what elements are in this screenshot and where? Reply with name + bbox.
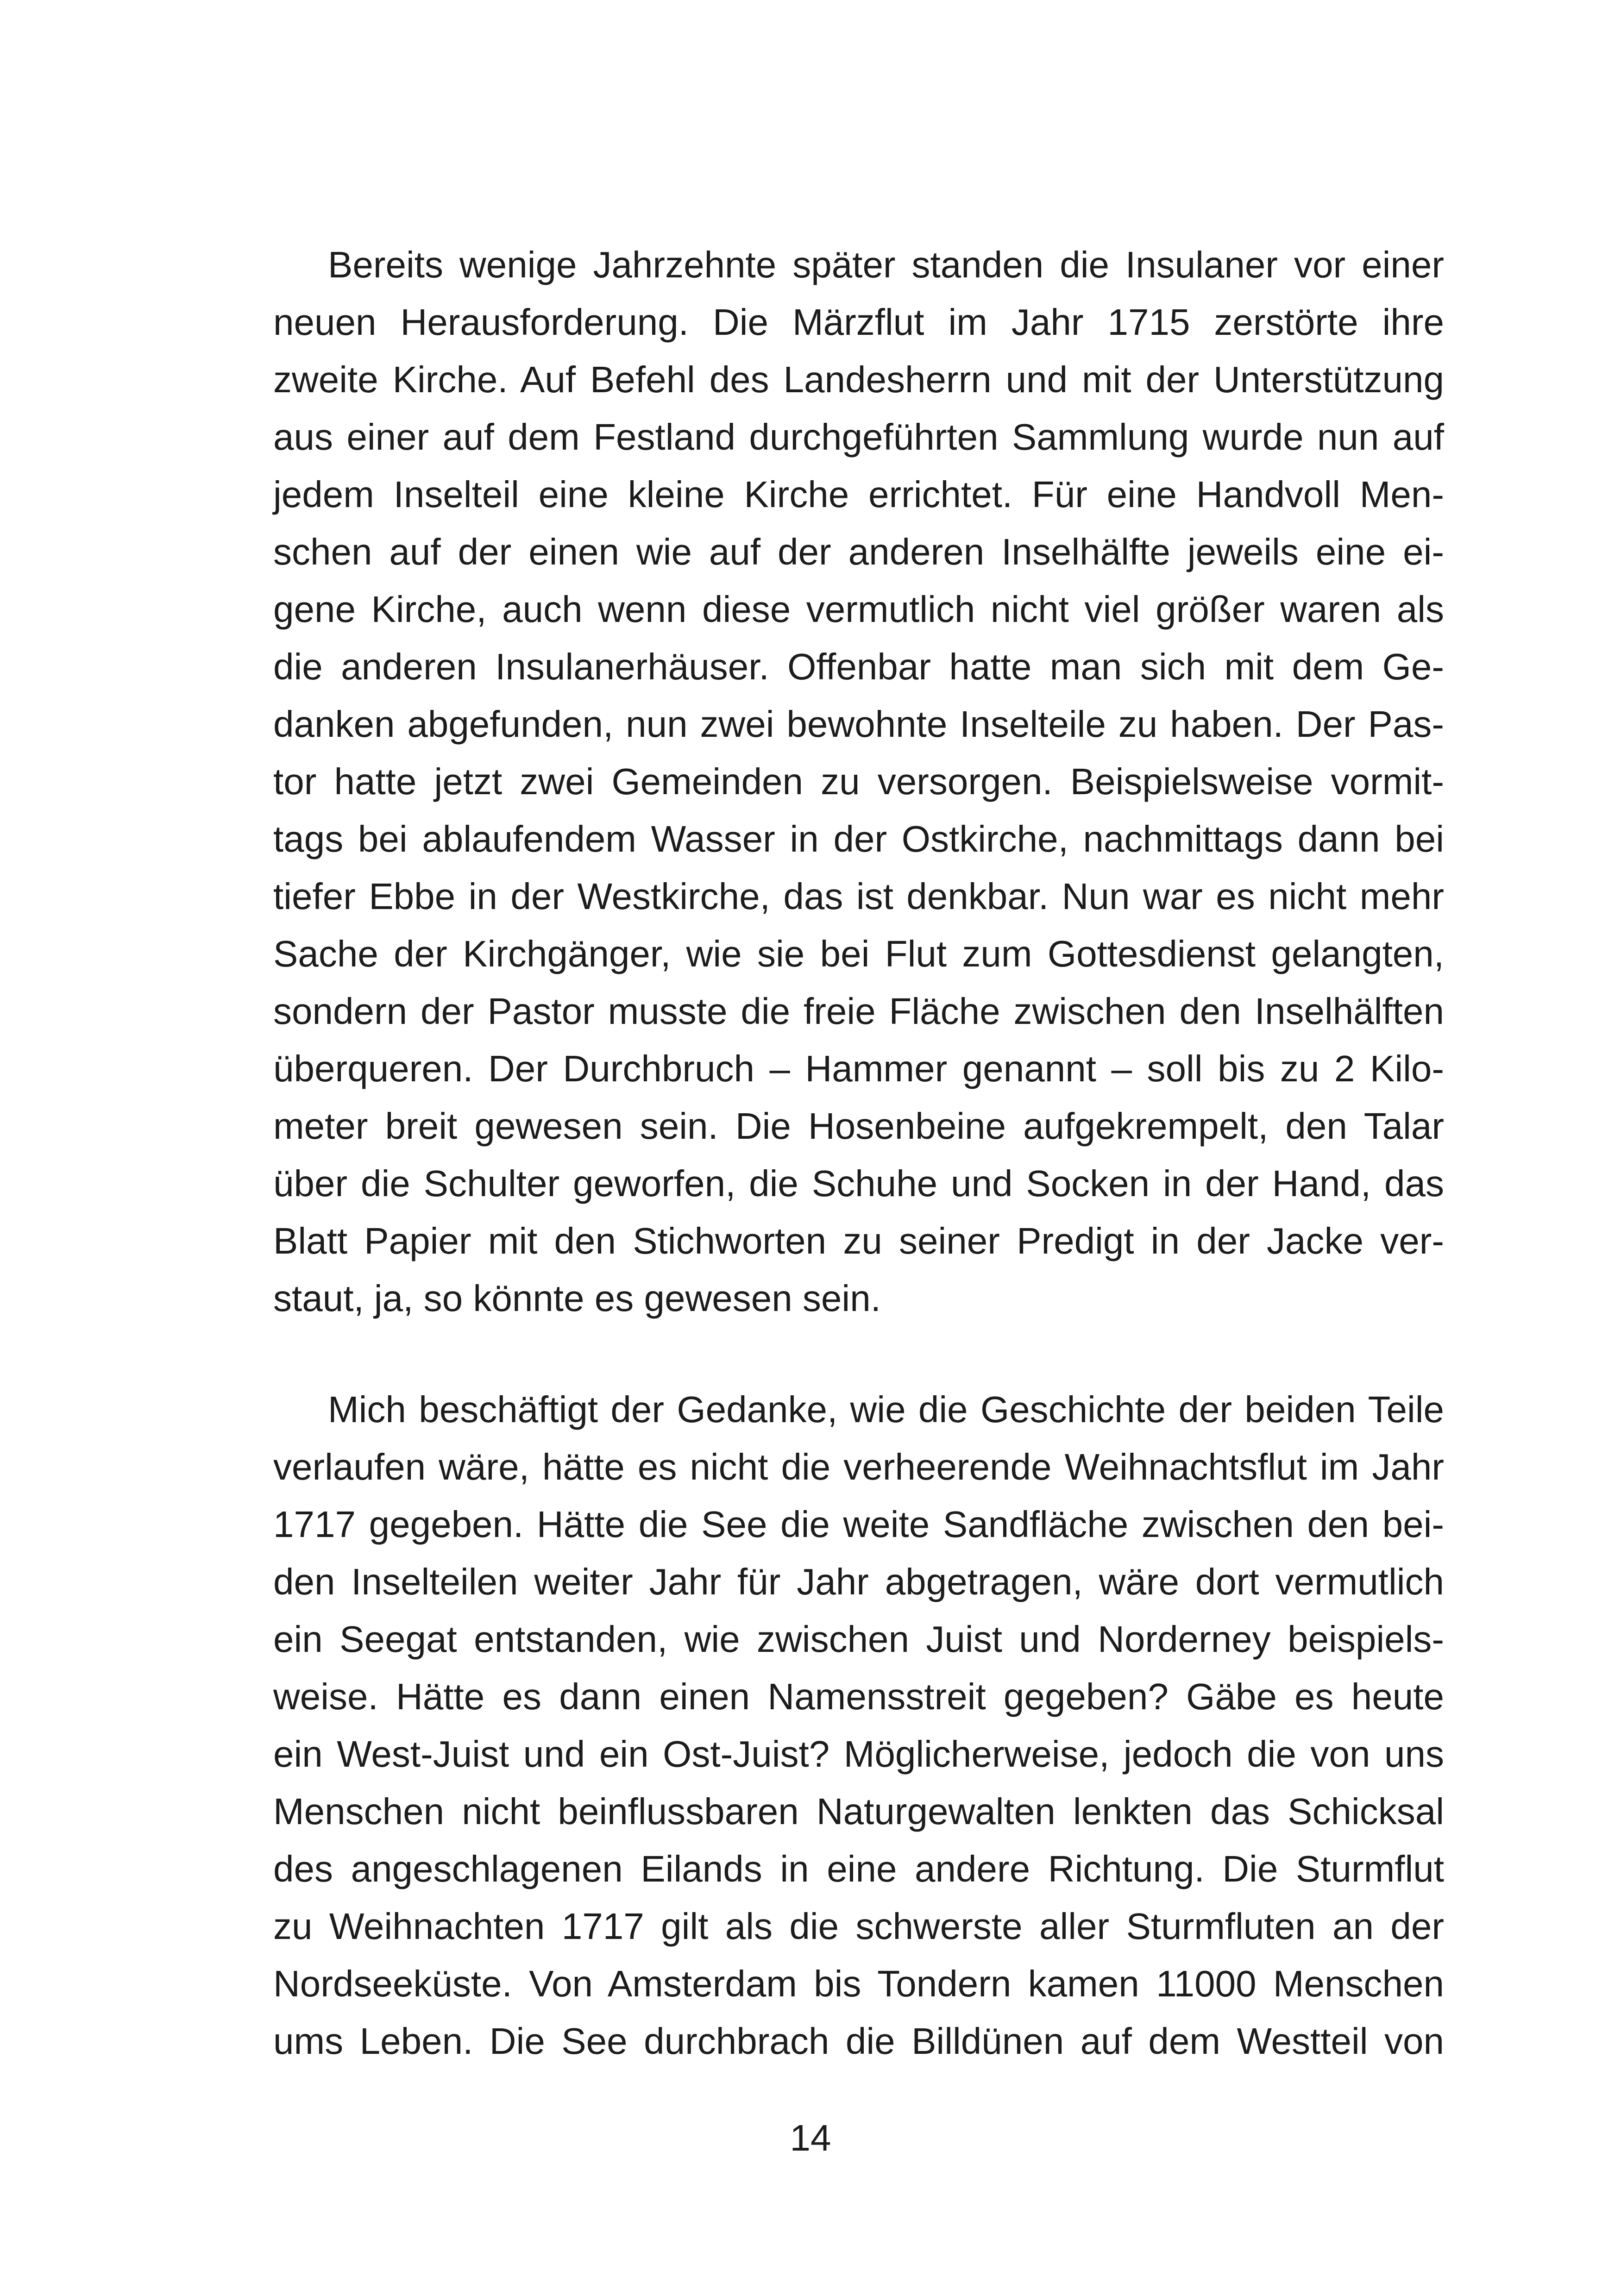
text-line: den Inselteilen weiter Jahr für Jahr abgetragen, wäre dort vermutlich — [273, 1561, 1444, 1602]
text-line: ein West-Juist und ein Ost-Juist? Möglicherweise, jedoch die von uns — [273, 1733, 1444, 1775]
text-line: tags bei ablaufendem Wasser in der Ostkirche, nachmittags dann bei — [273, 818, 1444, 859]
text-line: Bereits wenige Jahrzehnte später standen die Insulaner vor einer — [328, 244, 1444, 285]
text-line: Sache der Kirchgänger, wie sie bei Flut zum Gottesdienst gelangten, — [273, 933, 1444, 974]
text-line: des angeschlagenen Eilands in eine andere Richtung. Die Sturmflut — [273, 1848, 1444, 1889]
text-line: neuen Herausforderung. Die Märzflut im Jahr 1715 zerstörte ihre — [273, 301, 1444, 343]
text-line: zweite Kirche. Auf Befehl des Landesherrn und mit der Unterstützung — [273, 359, 1444, 400]
text-line: Mich beschäftigt der Gedanke, wie die Geschichte der beiden Teile — [328, 1389, 1444, 1430]
text-line: überqueren. Der Durchbruch – Hammer genannt – soll bis zu 2 Kilo- — [273, 1048, 1444, 1089]
text-line: weise. Hätte es dann einen Namensstreit gegeben? Gäbe es heute — [273, 1676, 1444, 1717]
text-line: sondern der Pastor musste die freie Fläche zwischen den Inselhälften — [273, 991, 1444, 1032]
text-line: 1717 gegeben. Hätte die See die weite Sandfläche zwischen den bei- — [273, 1504, 1444, 1545]
paragraph — [273, 236, 1444, 1327]
text-line: Nordseeküste. Von Amsterdam bis Tondern kamen 11000 Menschen — [273, 1963, 1444, 2004]
text-line: meter breit gewesen sein. Die Hosenbeine aufgekrempelt, den Talar — [273, 1105, 1444, 1147]
text-line: Menschen nicht beinflussbaren Naturgewalten lenkten das Schicksal — [273, 1791, 1444, 1832]
text-line: zu Weihnachten 1717 gilt als die schwerste aller Sturmfluten an der — [273, 1906, 1444, 1947]
text-line: schen auf der einen wie auf der anderen Inselhälfte jeweils eine ei- — [273, 531, 1444, 572]
text-line: staut, ja, so könnte es gewesen sein. — [273, 1278, 881, 1319]
text-line: verlaufen wäre, hätte es nicht die verheerende Weihnachtsflut im Jahr — [273, 1446, 1444, 1487]
text-line: jedem Inselteil eine kleine Kirche errichtet. Für eine Handvoll Men- — [273, 474, 1444, 515]
text-line: Blatt Papier mit den Stichworten zu seiner Predigt in der Jacke ver- — [273, 1220, 1444, 1261]
text-line: ums Leben. Die See durchbrach die Billdünen auf dem Westteil von — [273, 2020, 1444, 2062]
text-line: tiefer Ebbe in der Westkirche, das ist denkbar. Nun war es nicht mehr — [273, 876, 1444, 917]
page-number: 14 — [790, 2117, 831, 2158]
text-line: danken abgefunden, nun zwei bewohnte Inselteile zu haben. Der Pas- — [273, 703, 1444, 745]
text-line: die anderen Insulanerhäuser. Offenbar hatte man sich mit dem Ge- — [273, 646, 1444, 687]
text-line: aus einer auf dem Festland durchgeführten Sammlung wurde nun auf — [273, 416, 1444, 458]
paragraph — [273, 1381, 1444, 2070]
text-line: tor hatte jetzt zwei Gemeinden zu versorgen. Beispielsweise vormit- — [273, 761, 1444, 802]
text-line: gene Kirche, auch wenn diese vermutlich nicht viel größer waren als — [273, 589, 1444, 630]
text-line: ein Seegat entstanden, wie zwischen Juist und Norderney beispiels- — [273, 1618, 1444, 1660]
text-line: über die Schulter geworfen, die Schuhe und Socken in der Hand, das — [273, 1163, 1444, 1204]
